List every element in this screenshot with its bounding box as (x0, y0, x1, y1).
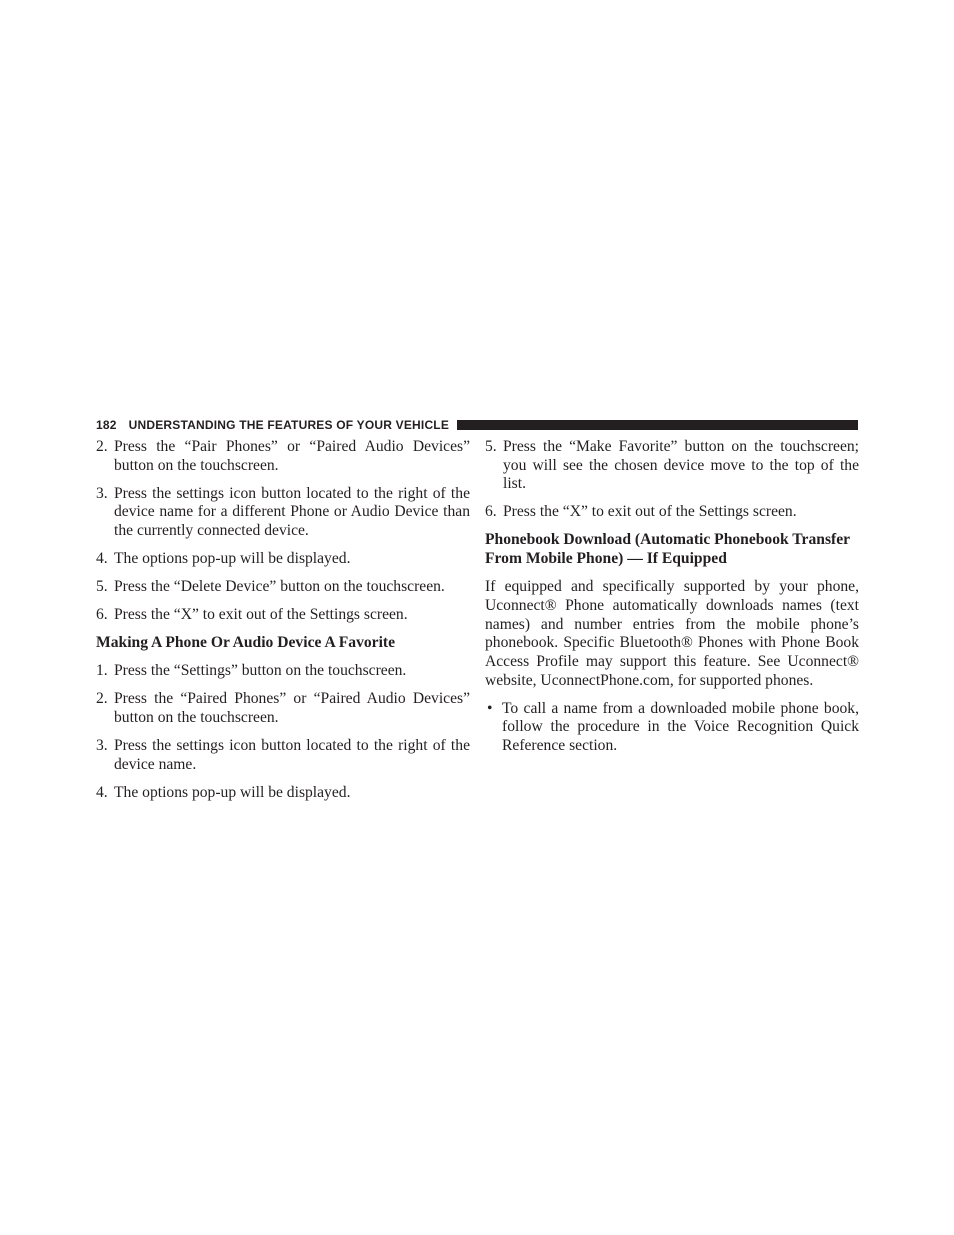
list-item (96, 690, 470, 727)
list-number: 6. (485, 503, 497, 521)
list-item (96, 737, 470, 774)
list-number: 2. (96, 690, 108, 708)
section-title: UNDERSTANDING THE FEATURES OF YOUR VEHICLE (128, 418, 450, 432)
body-paragraph: If equipped and specifically supported by your phone, Uconnect® Phone automatically downloads names (text names) and number entries from the mobile phone’s phonebook. Specific Bluetooth® Phones with Phone Book Access Profile may support this feature. See Uconnect® website, UconnectPhone.com, for supported phones. (485, 578, 859, 689)
header-rule (457, 420, 858, 430)
page-number: 182 (96, 418, 117, 432)
right-column (485, 438, 859, 765)
bullet-icon: • (487, 699, 493, 717)
list-text: The options pop-up will be displayed. (114, 783, 351, 801)
list-number: 3. (96, 484, 108, 502)
page-header (96, 417, 858, 433)
list-text: Press the “Paired Phones” or “Paired Audio Devices” button on the touchscreen. (114, 690, 470, 726)
bullet-text: To call a name from a downloaded mobile phone book, follow the procedure in the Voice Recognition Quick Reference section. (502, 699, 859, 755)
list-item (96, 550, 470, 569)
list-item (96, 662, 470, 681)
list-text: Press the “X” to exit out of the Settings screen. (114, 606, 408, 624)
list-text: Press the “X” to exit out of the Settings screen. (503, 503, 797, 521)
section-heading: Making A Phone Or Audio Device A Favorite (96, 634, 396, 652)
list-text: Press the settings icon button located to the right of the device name. (114, 736, 470, 773)
list-text: Press the “Settings” button on the touchscreen. (114, 662, 407, 680)
list-text: Press the “Make Favorite” button on the touchscreen; you will see the chosen device move to the top of the list. (503, 438, 859, 493)
list-text: The options pop-up will be displayed. (114, 550, 351, 568)
list-item (96, 578, 470, 597)
list-item (485, 503, 859, 522)
list-item (96, 784, 470, 803)
list-number: 4. (96, 550, 108, 568)
list-number: 6. (96, 606, 108, 624)
list-text: Press the settings icon button located to the right of the device name for a different Phone or Audio Device than the currently connected device. (114, 484, 470, 540)
list-number: 5. (485, 438, 497, 455)
list-item (96, 606, 470, 625)
section-heading: Phonebook Download (Automatic Phonebook Transfer From Mobile Phone) — If Equipped (485, 531, 850, 568)
list-item (96, 485, 470, 541)
list-number: 4. (96, 783, 108, 801)
list-text: Press the “Delete Device” button on the touchscreen. (114, 578, 445, 596)
list-item (96, 438, 470, 475)
left-column (96, 438, 470, 812)
list-number: 1. (96, 662, 108, 680)
list-number: 2. (96, 438, 108, 455)
list-number: 3. (96, 736, 108, 754)
list-number: 5. (96, 578, 108, 596)
bullet-item (485, 700, 859, 756)
list-item (485, 438, 859, 494)
list-text: Press the “Pair Phones” or “Paired Audio Devices” button on the touchscreen. (114, 438, 470, 474)
